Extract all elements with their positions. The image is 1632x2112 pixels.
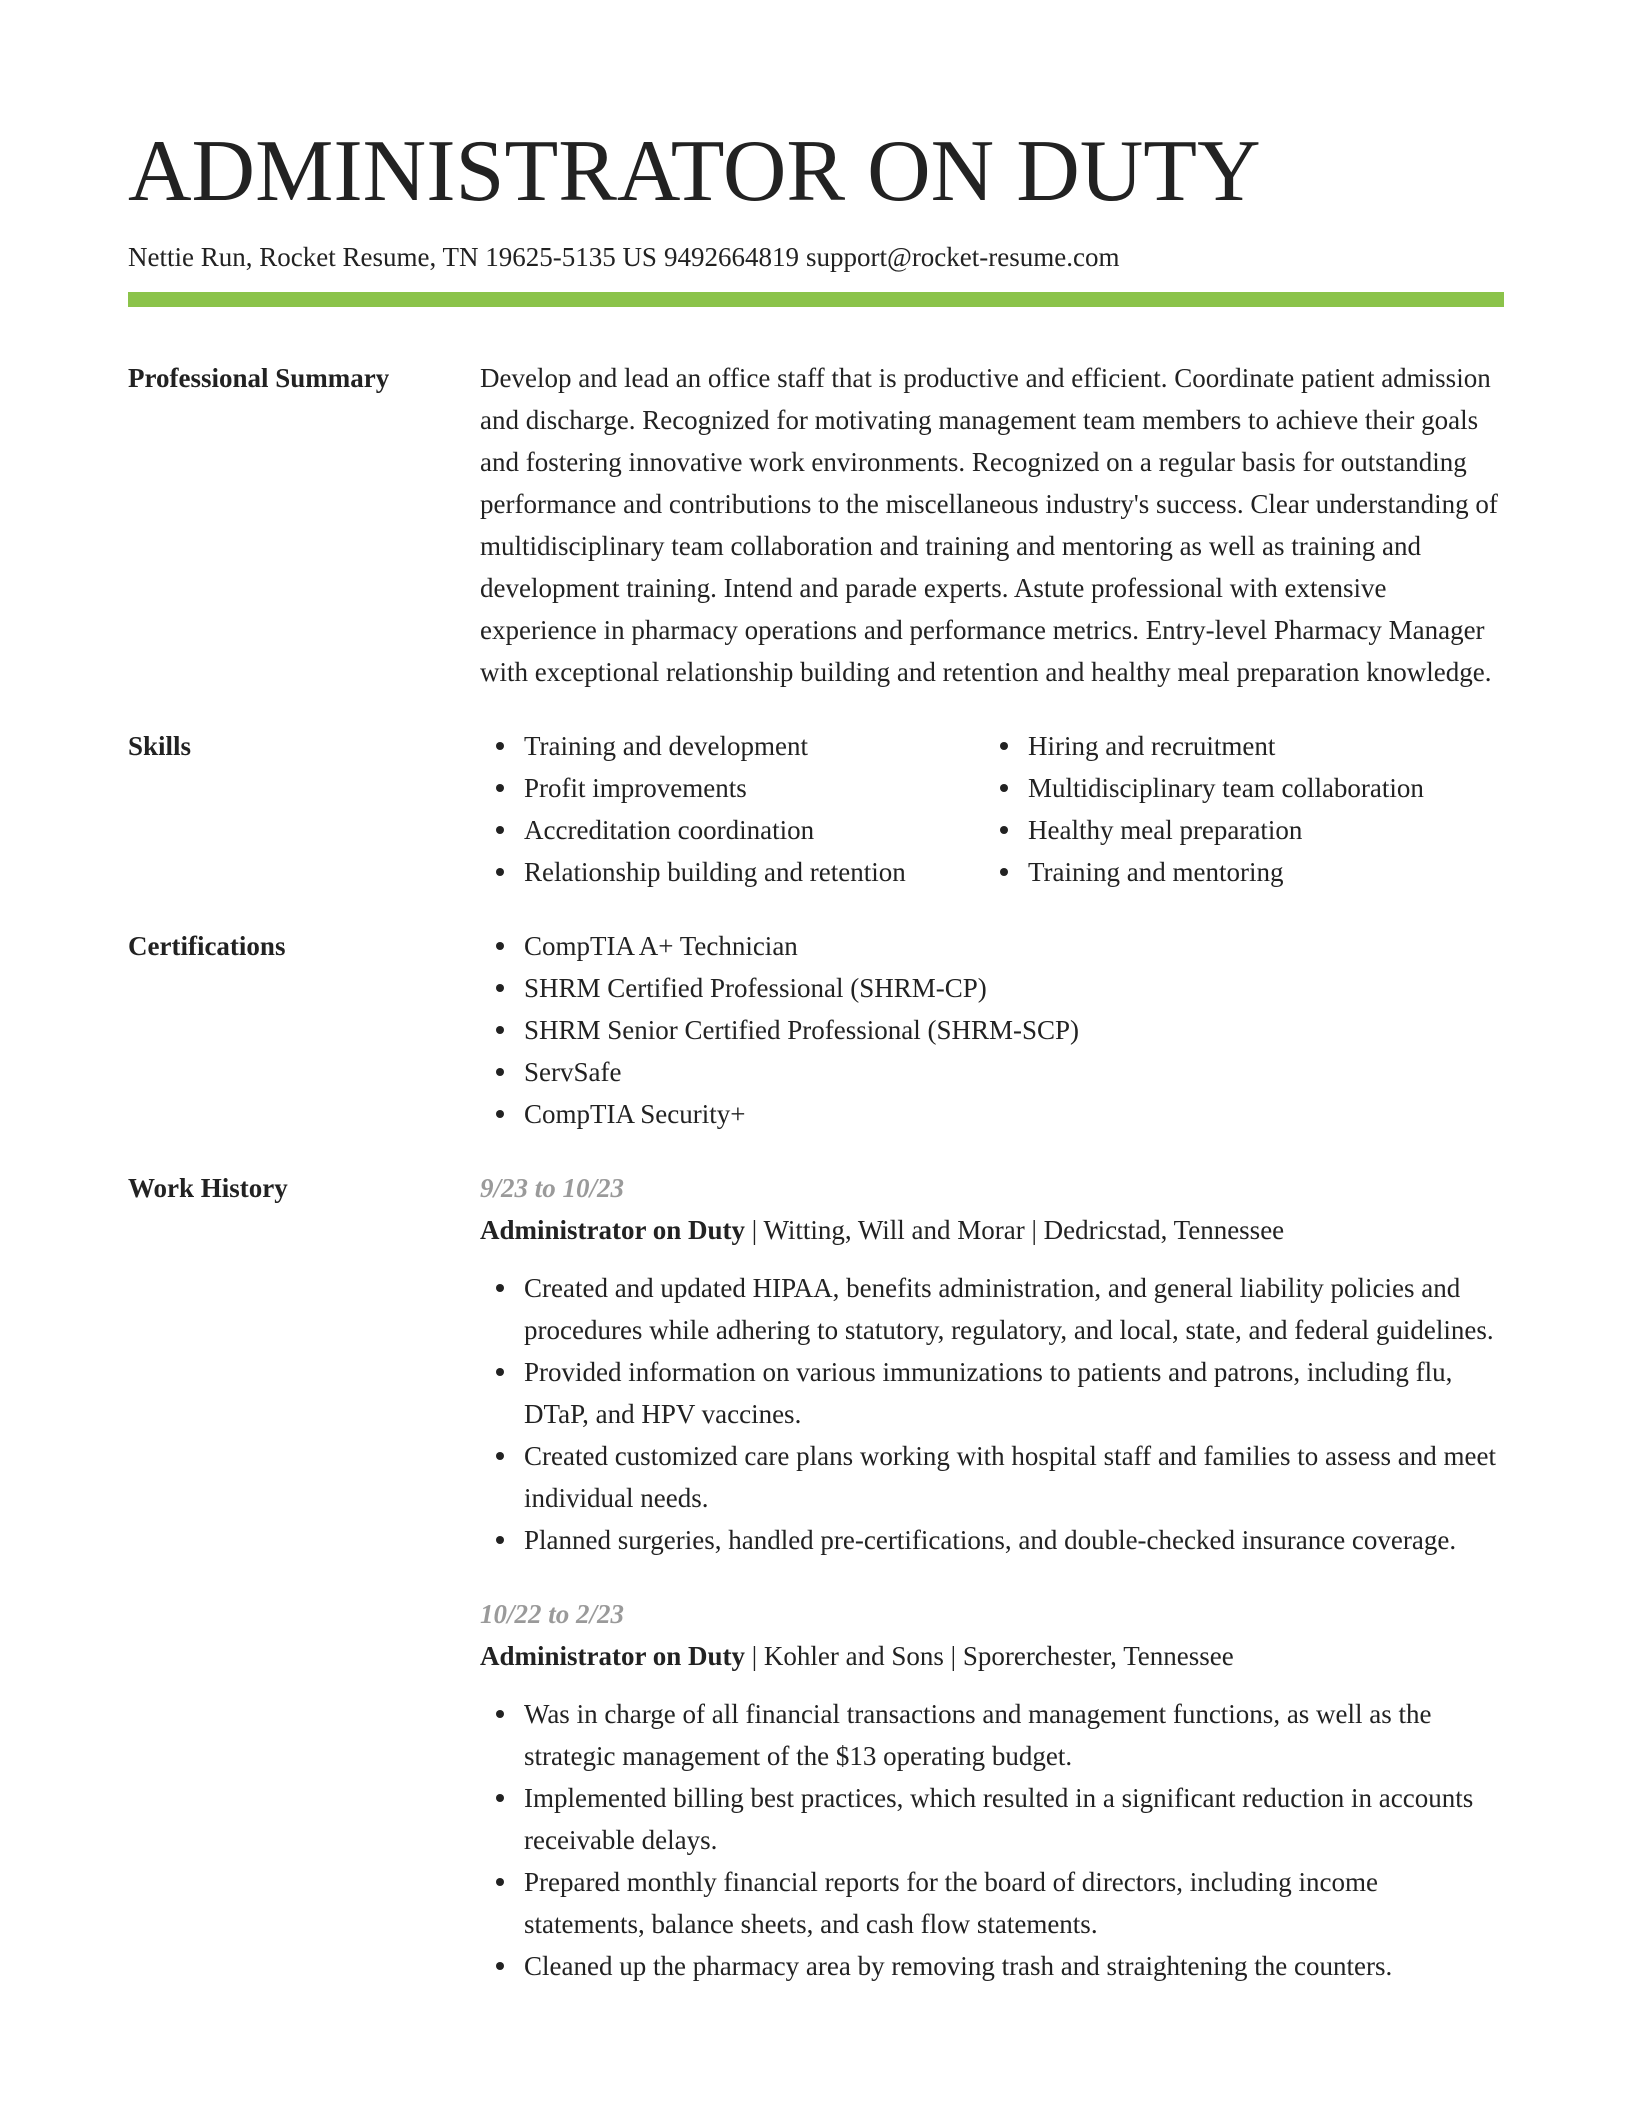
list-item: Created customized care plans working with hospital staff and families to assess and meet individual needs. <box>480 1435 1504 1519</box>
list-item: Multidisciplinary team collaboration <box>984 767 1424 809</box>
job-heading <box>480 1635 1504 1677</box>
list-item: Prepared monthly financial reports for the board of directors, including income statements, balance sheets, and cash flow statements. <box>480 1861 1504 1945</box>
resume-name: ADMINISTRATOR ON DUTY <box>128 123 1261 220</box>
job-entry <box>480 1593 1504 1987</box>
section-label-work-history: Work History <box>128 1173 288 1203</box>
contact-phone: 9492664819 <box>663 242 799 272</box>
section-certifications <box>128 925 1504 1135</box>
summary-text: Develop and lead an office staff that is productive and efficient. Coordinate patient admission and discharge. Recognized for motivating management team members to achieve their goals and fostering innovative work environments. Recognized on a regular basis for outstanding performance and contributions to the miscellaneous industry's success. Clear understanding of multidisciplinary team collaboration and training and mentoring as well as training and development training. Intend and parade experts. Astute professional with extensive experience in pharmacy operations and performance metrics. Entry-level Pharmacy Manager with exceptional relationship building and retention and healthy meal preparation knowledge. <box>480 363 1498 687</box>
section-label-skills: Skills <box>128 731 192 761</box>
section-label-certifications: Certifications <box>128 931 286 961</box>
certifications-list <box>480 925 1504 1135</box>
list-item: Implemented billing best practices, which resulted in a significant reduction in accounts receivable delays. <box>480 1777 1504 1861</box>
list-item: Hiring and recruitment <box>984 725 1424 767</box>
list-item: Planned surgeries, handled pre-certifications, and double-checked insurance coverage. <box>480 1519 1504 1561</box>
job-dates: 10/22 to 2/23 <box>480 1599 625 1629</box>
job-title: Administrator on Duty <box>480 1641 746 1671</box>
list-item: SHRM Senior Certified Professional (SHRM-SCP) <box>480 1009 1504 1051</box>
list-item: CompTIA A+ Technician <box>480 925 1504 967</box>
job-employer-location: | Witting, Will and Morar | Dedricstad, Tennessee <box>745 1215 1285 1245</box>
contact-email: support@rocket-resume.com <box>805 242 1120 272</box>
section-skills <box>128 725 1504 893</box>
skills-grid <box>480 725 1504 893</box>
list-item: ServSafe <box>480 1051 1504 1093</box>
list-item: Training and mentoring <box>984 851 1424 893</box>
list-item: Was in charge of all financial transactions and management functions, as well as the strategic management of the $13 operating budget. <box>480 1693 1504 1777</box>
header-divider <box>128 292 1504 307</box>
skills-column-left <box>480 725 984 893</box>
list-item: Profit improvements <box>480 767 984 809</box>
job-heading <box>480 1209 1504 1251</box>
list-item: Relationship building and retention <box>480 851 984 893</box>
job-title: Administrator on Duty <box>480 1215 746 1245</box>
list-item: Created and updated HIPAA, benefits administration, and general liability policies and procedures while adhering to statutory, regulatory, and local, state, and federal guidelines. <box>480 1267 1504 1351</box>
resume-page <box>128 0 1504 1987</box>
section-professional-summary <box>128 357 1504 693</box>
section-work-history <box>128 1167 1504 1987</box>
job-duties-list <box>480 1267 1504 1561</box>
skills-column-right <box>984 725 1424 893</box>
list-item: CompTIA Security+ <box>480 1093 1504 1135</box>
list-item: Cleaned up the pharmacy area by removing trash and straightening the counters. <box>480 1945 1504 1987</box>
section-label-summary: Professional Summary <box>128 363 390 393</box>
list-item: Training and development <box>480 725 984 767</box>
list-item: Healthy meal preparation <box>984 809 1424 851</box>
list-item: Accreditation coordination <box>480 809 984 851</box>
contact-address: Nettie Run, Rocket Resume, TN 19625-5135 US <box>128 242 657 272</box>
job-employer-location: | Kohler and Sons | Sporerchester, Tennessee <box>745 1641 1234 1671</box>
job-entry <box>480 1167 1504 1561</box>
job-duties-list <box>480 1693 1504 1987</box>
list-item: Provided information on various immunizations to patients and patrons, including flu, DTaP, and HPV vaccines. <box>480 1351 1504 1435</box>
list-item: SHRM Certified Professional (SHRM-CP) <box>480 967 1504 1009</box>
job-dates: 9/23 to 10/23 <box>480 1173 625 1203</box>
contact-line <box>128 240 1504 274</box>
